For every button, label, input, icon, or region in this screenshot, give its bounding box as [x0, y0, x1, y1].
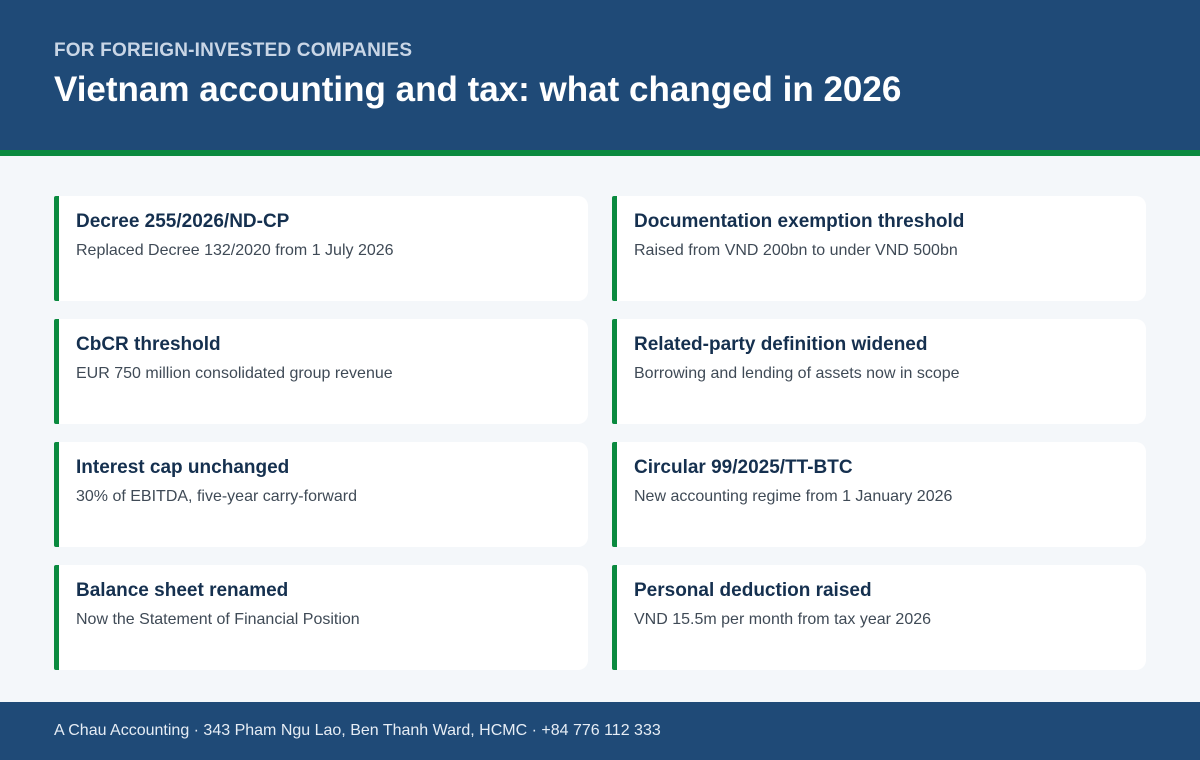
header-eyebrow: FOR FOREIGN-INVESTED COMPANIES [54, 40, 413, 61]
card-description: New accounting regime from 1 January 2026 [634, 488, 953, 505]
card-title: Related-party definition widened [634, 334, 928, 355]
card-description: Borrowing and lending of assets now in scope [634, 365, 960, 382]
card-description: 30% of EBITDA, five-year carry-forward [76, 488, 357, 505]
card-description: Replaced Decree 132/2020 from 1 July 2026 [76, 242, 394, 259]
card-description: Now the Statement of Financial Position [76, 611, 360, 628]
card-title: CbCR threshold [76, 334, 221, 355]
card-description: VND 15.5m per month from tax year 2026 [634, 611, 932, 628]
change-card [54, 565, 588, 670]
card-description: Raised from VND 200bn to under VND 500bn [634, 242, 958, 259]
card-title: Interest cap unchanged [76, 457, 290, 478]
change-card [54, 442, 588, 547]
change-card [612, 319, 1146, 424]
change-card [54, 319, 588, 424]
card-title: Balance sheet renamed [76, 580, 289, 601]
change-cards-grid [54, 196, 1146, 670]
footer-contact-text: A Chau Accounting · 343 Pham Ngu Lao, Ben Thanh Ward, HCMC · +84 776 112 333 [54, 722, 661, 739]
card-title: Personal deduction raised [634, 580, 872, 601]
change-card [612, 196, 1146, 301]
card-title: Decree 255/2026/ND-CP [76, 211, 290, 232]
card-title: Circular 99/2025/TT-BTC [634, 457, 853, 478]
page-title: Vietnam accounting and tax: what changed in 2026 [54, 70, 902, 109]
card-description: EUR 750 million consolidated group revenue [76, 365, 393, 382]
footer-bar [0, 702, 1200, 760]
change-card [54, 196, 588, 301]
change-card [612, 442, 1146, 547]
change-card [612, 565, 1146, 670]
card-title: Documentation exemption threshold [634, 211, 965, 232]
header-banner [0, 0, 1200, 156]
